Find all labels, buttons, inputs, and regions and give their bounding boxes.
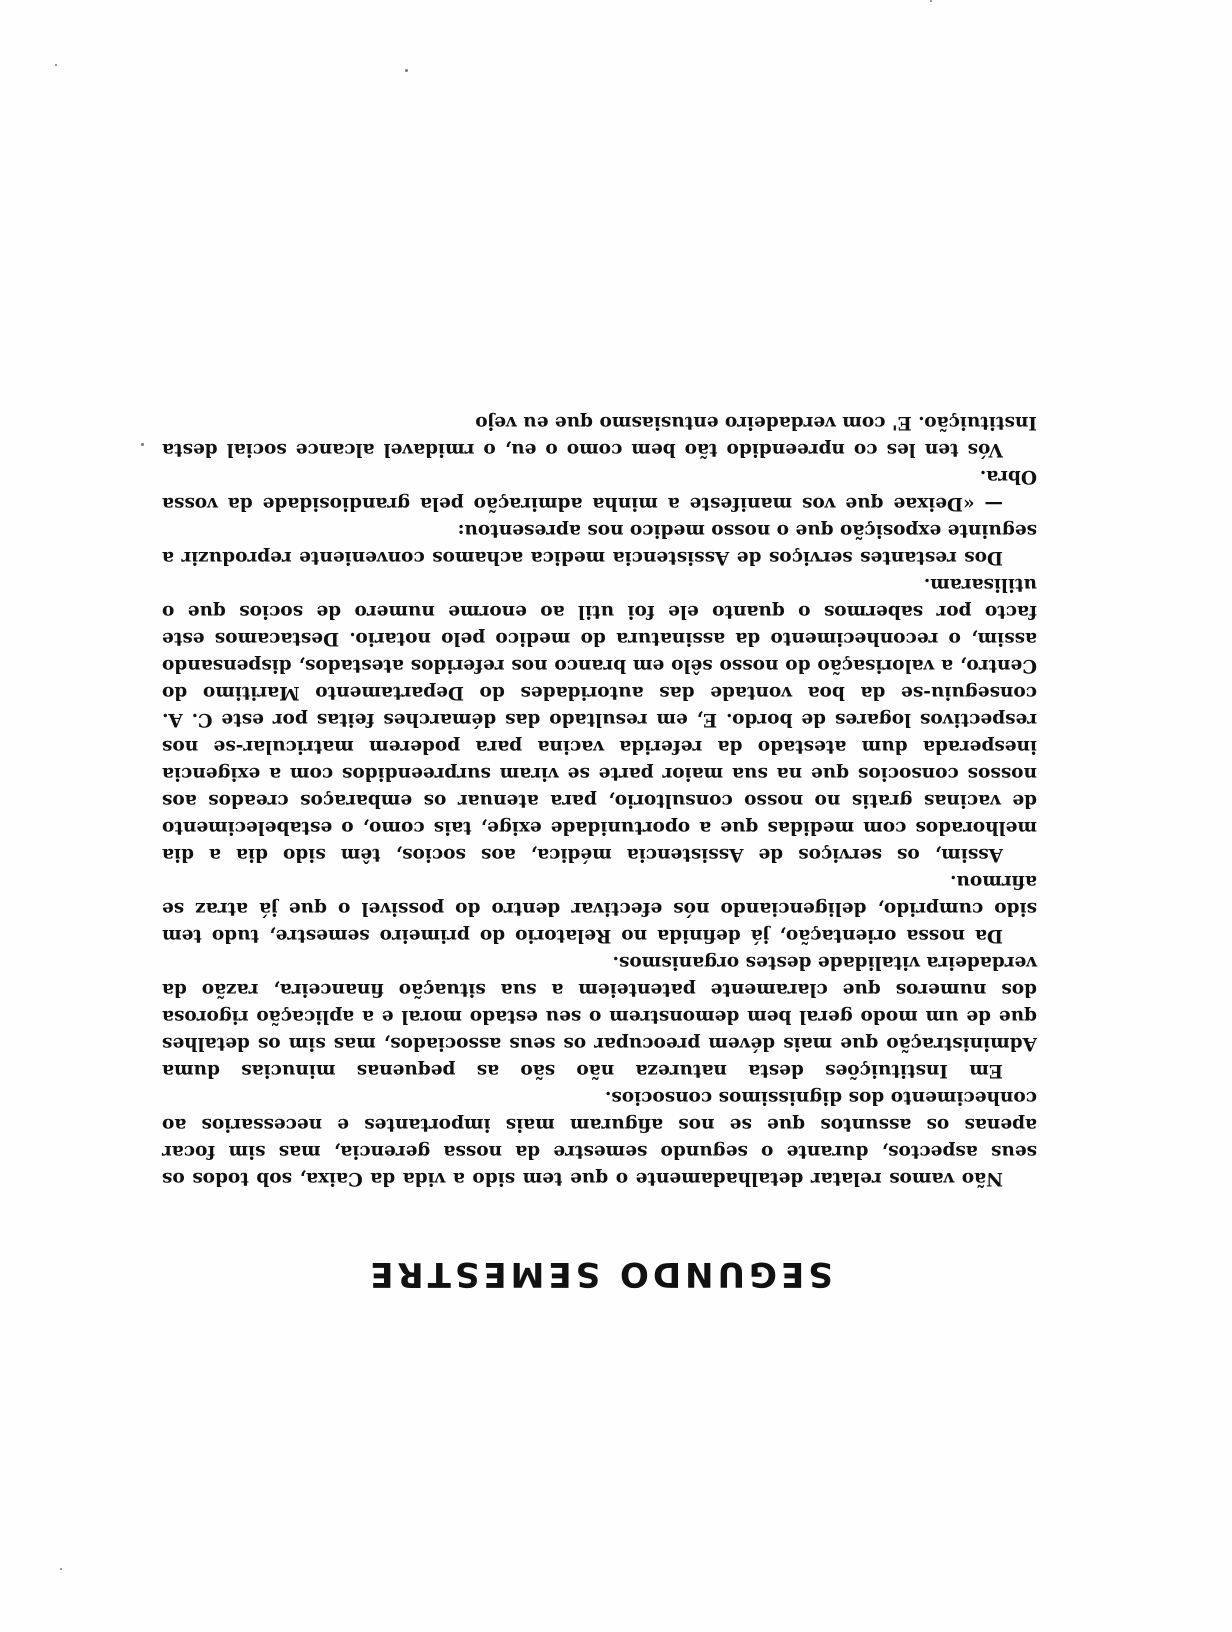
section-heading: SEGUNDO SEMESTRE [366, 1254, 833, 1294]
paragraph-5: Dos restantes serviços de Assistencia medica achamos conveniente reproduzir a seguinte exposição que o nosso medico nos apresentou: [162, 520, 1037, 568]
paragraph-1: Não vamos relatar detalhadamente o que tem sido a vida da Caixa, sob todos os seus aspectos, durante o segundo semestre da nossa gerencia, mas sim focar apenas os assuntos que se nos afiguram mais importantes e necessarios ao conhecimento dos dignissimos consocios. [162, 1087, 1037, 1189]
paragraph-4: Assim, os serviços de Assistencia médica, aos socios, têm sido dia a dia melhorados com medidas que a oportunidade exige, tais como, o estabelecimento de vacinas gratis no nosso consultorio, para atenuar os embaraços creados aos nossos consocios que na sua maior parte se viram surpreendidos com a exigencia inesperada dum atestado da referida vacina para poderem matricular-se nos respectivos logares de bordo. E, em resultado das démarches feitas por este C. A. conseguiu-se da boa vontade das autoridades do Departamento Maritimo do Centro, a valorisação do nosso sêlo em branco nos referidos atestados, dispensando assim, o reconhecimento da assinatura do medico pelo notario. Destacamos este facto por sabermos o quanto ele foi util ao enorme numero de socios que o utilisaram. [162, 574, 1037, 865]
paragraph-2: Em Instituições desta natureza não são as pequenas minucias duma Administração que mais dévem preocupar os seus associados, mas sim os detalhes que de um modo geral bem demonstrem o seu estado moral e a aplicação rigorosa dos numeros que claramente patenteiem a sua situação financeira, razão da verdadeira vitalidade destes organismos. [162, 952, 1037, 1081]
scan-speck [60, 1568, 62, 1570]
paragraph-3: Da nossa orientação, já definida no Relatorio do primeiro semestre, tudo tem sido cumprido, deligenciando nós efectivar dentro do possivel o que já atraz se afirmou. [162, 871, 1037, 946]
scan-speck [55, 64, 57, 66]
document-body [162, 409, 1037, 1294]
scan-speck [141, 443, 144, 446]
scan-speck [930, 0, 932, 2]
paragraph-7: Vós ten les co npreendido tão bem como o eu, o rmidavel alcance social desta Instituição. E' com verdadeiro entusiasmo que eu vejo [162, 412, 1037, 460]
scan-speck [405, 69, 408, 72]
paragraph-6: — «Deixae que vos manifeste a minha admiração pela grandiosidade da vossa Obra. [162, 466, 1037, 514]
